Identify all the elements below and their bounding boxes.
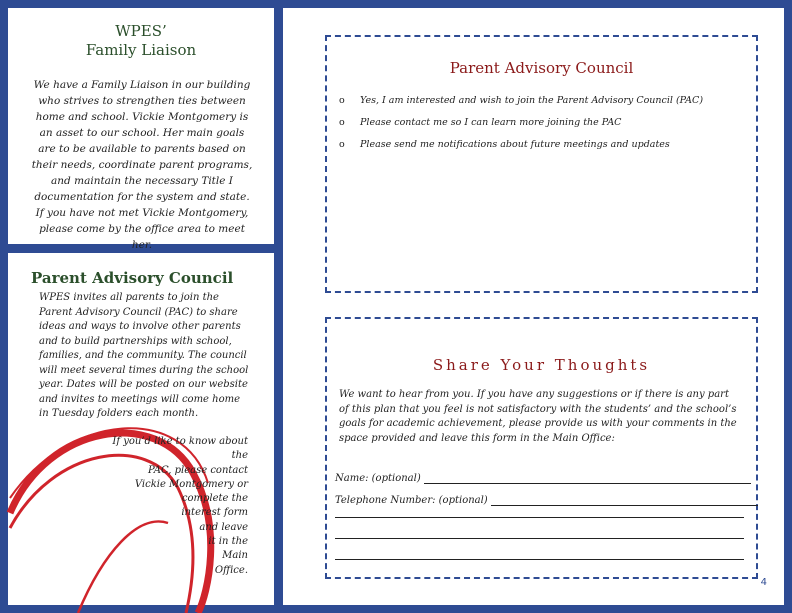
pac-form-title: Parent Advisory Council xyxy=(449,59,634,77)
family-liaison-panel xyxy=(8,8,274,251)
name-label: Name: (optional) xyxy=(335,473,421,484)
name-field[interactable] xyxy=(335,472,751,484)
pac-option-notifications[interactable] xyxy=(339,139,703,161)
pac-option-join[interactable] xyxy=(339,95,703,117)
comment-line[interactable] xyxy=(335,517,744,518)
share-thoughts-body: We want to hear from you. If you have any suggestions or if there is any part of this plan that you feel is not satisfactory with the students’ and the school’s goals for academic achievement, please provide us with your comments in the space provided and leave this form in the Main Office: xyxy=(339,389,737,444)
contact-line: Vickie Montgomery or xyxy=(134,478,248,490)
contact-line: complete the xyxy=(181,493,248,505)
contact-line: Office. xyxy=(214,564,248,576)
comment-line[interactable] xyxy=(335,538,744,539)
contact-line: PAC, please contact xyxy=(147,464,248,476)
option-label: Please send me notifications about future meetings and updates xyxy=(360,139,670,150)
checkbox-circle-icon[interactable]: o xyxy=(339,139,345,150)
checkbox-circle-icon[interactable]: o xyxy=(339,95,345,106)
pac-info-panel xyxy=(8,253,274,605)
family-liaison-body: We have a Family Liaison in our building who strives to strengthen ties between home and school. Vickie Montgomery is an asset to our school. Her main goals are to be available to parents based on their needs, coordinate parent programs, and maintain the necessary Title I documentation for the system and state. If you have not met Vickie Montgomery, please come by the office area to meet her. xyxy=(31,79,253,251)
contact-line: Main xyxy=(222,550,248,562)
title-line-2: Family Liaison xyxy=(85,41,197,59)
pac-contact-note xyxy=(98,435,248,578)
page-number: 4 xyxy=(760,577,767,588)
contact-line: it in the xyxy=(208,536,248,548)
contact-line: If you’d like to know about the xyxy=(112,436,248,462)
family-liaison-title xyxy=(8,22,274,60)
comment-line[interactable] xyxy=(335,559,744,560)
pac-options-list xyxy=(339,95,703,161)
phone-input-line[interactable] xyxy=(491,494,758,506)
contact-line: interest form xyxy=(181,507,248,519)
phone-field[interactable] xyxy=(335,494,758,506)
title-line-1: WPES’ xyxy=(115,22,167,40)
name-input-line[interactable] xyxy=(424,472,751,484)
share-thoughts-form xyxy=(325,317,758,579)
pac-info-body: WPES invites all parents to join the Parent Advisory Council (PAC) to share ideas and ways to involve other parents and to build partnerships with school, families, and the community. The council will meet several times during the school year. Dates will be posted on our website and invites to meetings will come home in Tuesday folders each month. xyxy=(39,292,249,419)
phone-label: Telephone Number: (optional) xyxy=(335,495,488,506)
contact-line: and leave xyxy=(199,521,248,533)
option-label: Yes, I am interested and wish to join the Parent Advisory Council (PAC) xyxy=(360,95,704,106)
pac-option-contact[interactable] xyxy=(339,117,703,139)
checkbox-circle-icon[interactable]: o xyxy=(339,117,345,128)
pac-interest-form xyxy=(325,35,758,293)
pac-info-title: Parent Advisory Council xyxy=(31,269,234,287)
share-thoughts-title: Share Your Thoughts xyxy=(432,356,651,374)
option-label: Please contact me so I can learn more joining the PAC xyxy=(360,117,622,128)
forms-panel xyxy=(283,8,784,605)
